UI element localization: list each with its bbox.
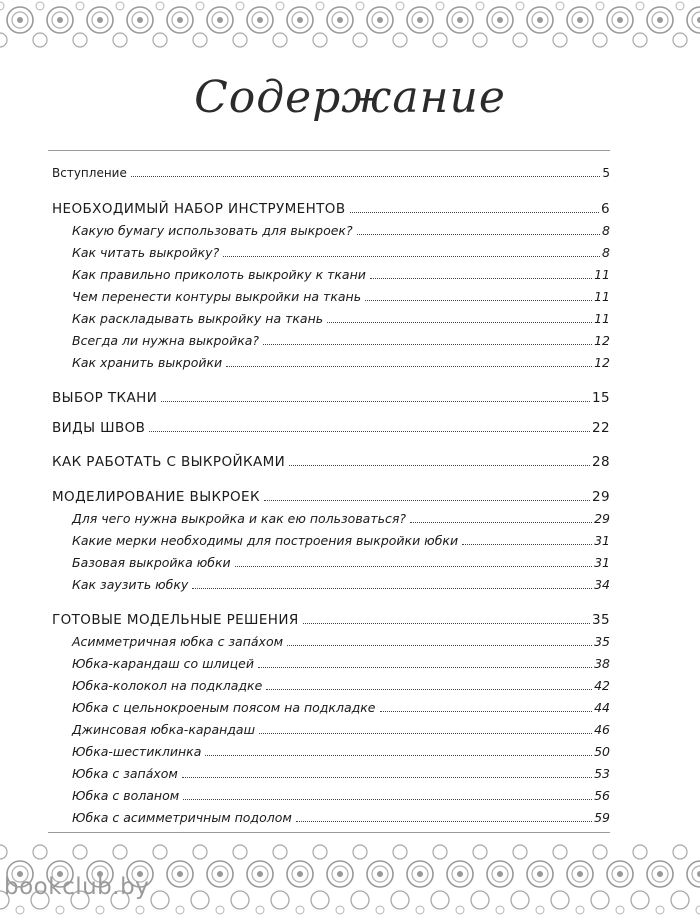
dot-leader [223,256,600,257]
dot-leader [357,234,600,235]
toc-entry-page: 31 [594,555,610,570]
toc-subsection [72,808,610,828]
toc-subsection [72,353,610,373]
dot-leader [264,500,590,501]
toc-entry-page: 12 [594,333,610,348]
toc-subsection [72,764,610,784]
toc-entry-title: Юбка с цельнокроеным поясом на подкладке [72,700,376,715]
toc-entry-page: 15 [592,390,610,406]
toc-entry-page: 22 [592,420,610,436]
toc-entry-title: КАК РАБОТАТЬ С ВЫКРОЙКАМИ [52,454,286,470]
dot-leader [303,623,590,624]
toc-entry-title: Юбка-карандаш со шлицей [72,656,254,671]
toc-subsection [72,676,610,696]
toc-entry-page: 29 [594,511,610,526]
toc-entry-title: Джинсовая юбка-карандаш [72,722,256,737]
dot-leader [350,212,600,213]
toc-entry-title: Как читать выкройку? [72,245,220,260]
dot-leader [287,645,592,646]
watermark: bookclub.by [4,874,150,900]
toc-entry-page: 42 [594,678,610,693]
toc-entry-title: Юбка с воланом [72,788,180,803]
toc-section [52,163,610,183]
title-divider [48,150,610,151]
toc-subsection [72,553,610,573]
dot-leader [365,300,592,301]
toc-subsection [72,243,610,263]
toc-entry-page: 11 [594,311,610,326]
toc-entry-page: 28 [592,454,610,470]
bottom-divider [48,832,610,833]
toc-section [52,388,610,408]
toc-entry-page: 29 [592,489,610,505]
toc-entry-title: Базовая выкройка юбки [72,555,231,570]
toc-subsection [72,786,610,806]
dot-leader [235,566,592,567]
toc-subsection [72,575,610,595]
toc-subsection [72,509,610,529]
dot-leader [370,278,592,279]
toc-entry-page: 44 [594,700,610,715]
toc-subsection [72,287,610,307]
toc-entry-page: 59 [594,810,610,825]
dot-leader [410,522,592,523]
toc-entry-title: ГОТОВЫЕ МОДЕЛЬНЫЕ РЕШЕНИЯ [52,612,299,628]
toc-entry-title: ВЫБОР ТКАНИ [52,390,158,406]
toc-entry-page: 5 [602,166,610,180]
toc-entry-title: Юбка с запа́хом [72,766,178,781]
toc-entry-page: 35 [592,612,610,628]
toc-entry-title: Юбка-колокол на подкладке [72,678,263,693]
top-lace-border [0,0,700,50]
toc-section [52,199,610,219]
dot-leader [131,176,601,177]
toc-entry-page: 8 [602,245,610,260]
dot-leader [462,544,592,545]
toc-entry-page: 31 [594,533,610,548]
toc-entry-title: Чем перенести контуры выкройки на ткань [72,289,362,304]
toc-entry-title: МОДЕЛИРОВАНИЕ ВЫКРОЕК [52,489,260,505]
dot-leader [263,344,592,345]
toc-subsection [72,698,610,718]
toc-entry-page: 56 [594,788,610,803]
dot-leader [205,755,592,756]
dot-leader [380,711,593,712]
dot-leader [149,431,590,432]
toc-entry-page: 12 [594,355,610,370]
toc-subsection [72,720,610,740]
toc-entry-page: 8 [602,223,610,238]
dot-leader [258,667,592,668]
toc-subsection [72,654,610,674]
dot-leader [266,689,592,690]
toc-entry-title: Всегда ли нужна выкройка? [72,333,260,348]
dot-leader [289,465,590,466]
dot-leader [183,799,592,800]
toc-entry-page: 6 [601,201,610,217]
toc-entry-title: Как раскладывать выкройку на ткань [72,311,324,326]
lace-pattern-top [0,0,700,50]
toc-section [52,418,610,438]
toc-entry-title: Как заузить юбку [72,577,189,592]
toc-section [52,452,610,472]
toc-entry-page: 34 [594,577,610,592]
toc-entry-page: 46 [594,722,610,737]
toc-entry-title: Вступление [52,166,127,180]
toc-entry-title: Как хранить выкройки [72,355,223,370]
dot-leader [192,588,592,589]
toc-subsection [72,632,610,652]
toc-entry-title: Какую бумагу использовать для выкроек? [72,223,353,238]
toc-entry-page: 11 [594,289,610,304]
toc-entry-page: 38 [594,656,610,671]
toc-entry-title: ВИДЫ ШВОВ [52,420,146,436]
dot-leader [327,322,592,323]
toc-entry-title: Асимметричная юбка с запа́хом [72,634,284,649]
page-title: Содержание [194,72,506,123]
toc-entry-title: Юбка с асимметричным подолом [72,810,292,825]
dot-leader [161,401,590,402]
dot-leader [296,821,592,822]
toc-entry-page: 50 [594,744,610,759]
toc-subsection [72,309,610,329]
toc-entry-title: Как правильно приколоть выкройку к ткани [72,267,366,282]
toc-entry-page: 53 [594,766,610,781]
toc-entry-title: НЕОБХОДИМЫЙ НАБОР ИНСТРУМЕНТОВ [52,201,346,217]
toc-entry-page: 35 [594,634,610,649]
toc-section [52,610,610,630]
toc-entry-title: Какие мерки необходимы для построения выкройки юбки [72,533,459,548]
toc-entry-page: 11 [594,267,610,282]
toc-entry-title: Для чего нужна выкройка и как ею пользоваться? [72,511,407,526]
toc-section [52,487,610,507]
toc-subsection [72,742,610,762]
toc-subsection [72,265,610,285]
toc-subsection [72,331,610,351]
dot-leader [226,366,592,367]
dot-leader [259,733,592,734]
toc-subsection [72,531,610,551]
dot-leader [182,777,592,778]
toc-subsection [72,221,610,241]
toc-entry-title: Юбка-шестиклинка [72,744,202,759]
